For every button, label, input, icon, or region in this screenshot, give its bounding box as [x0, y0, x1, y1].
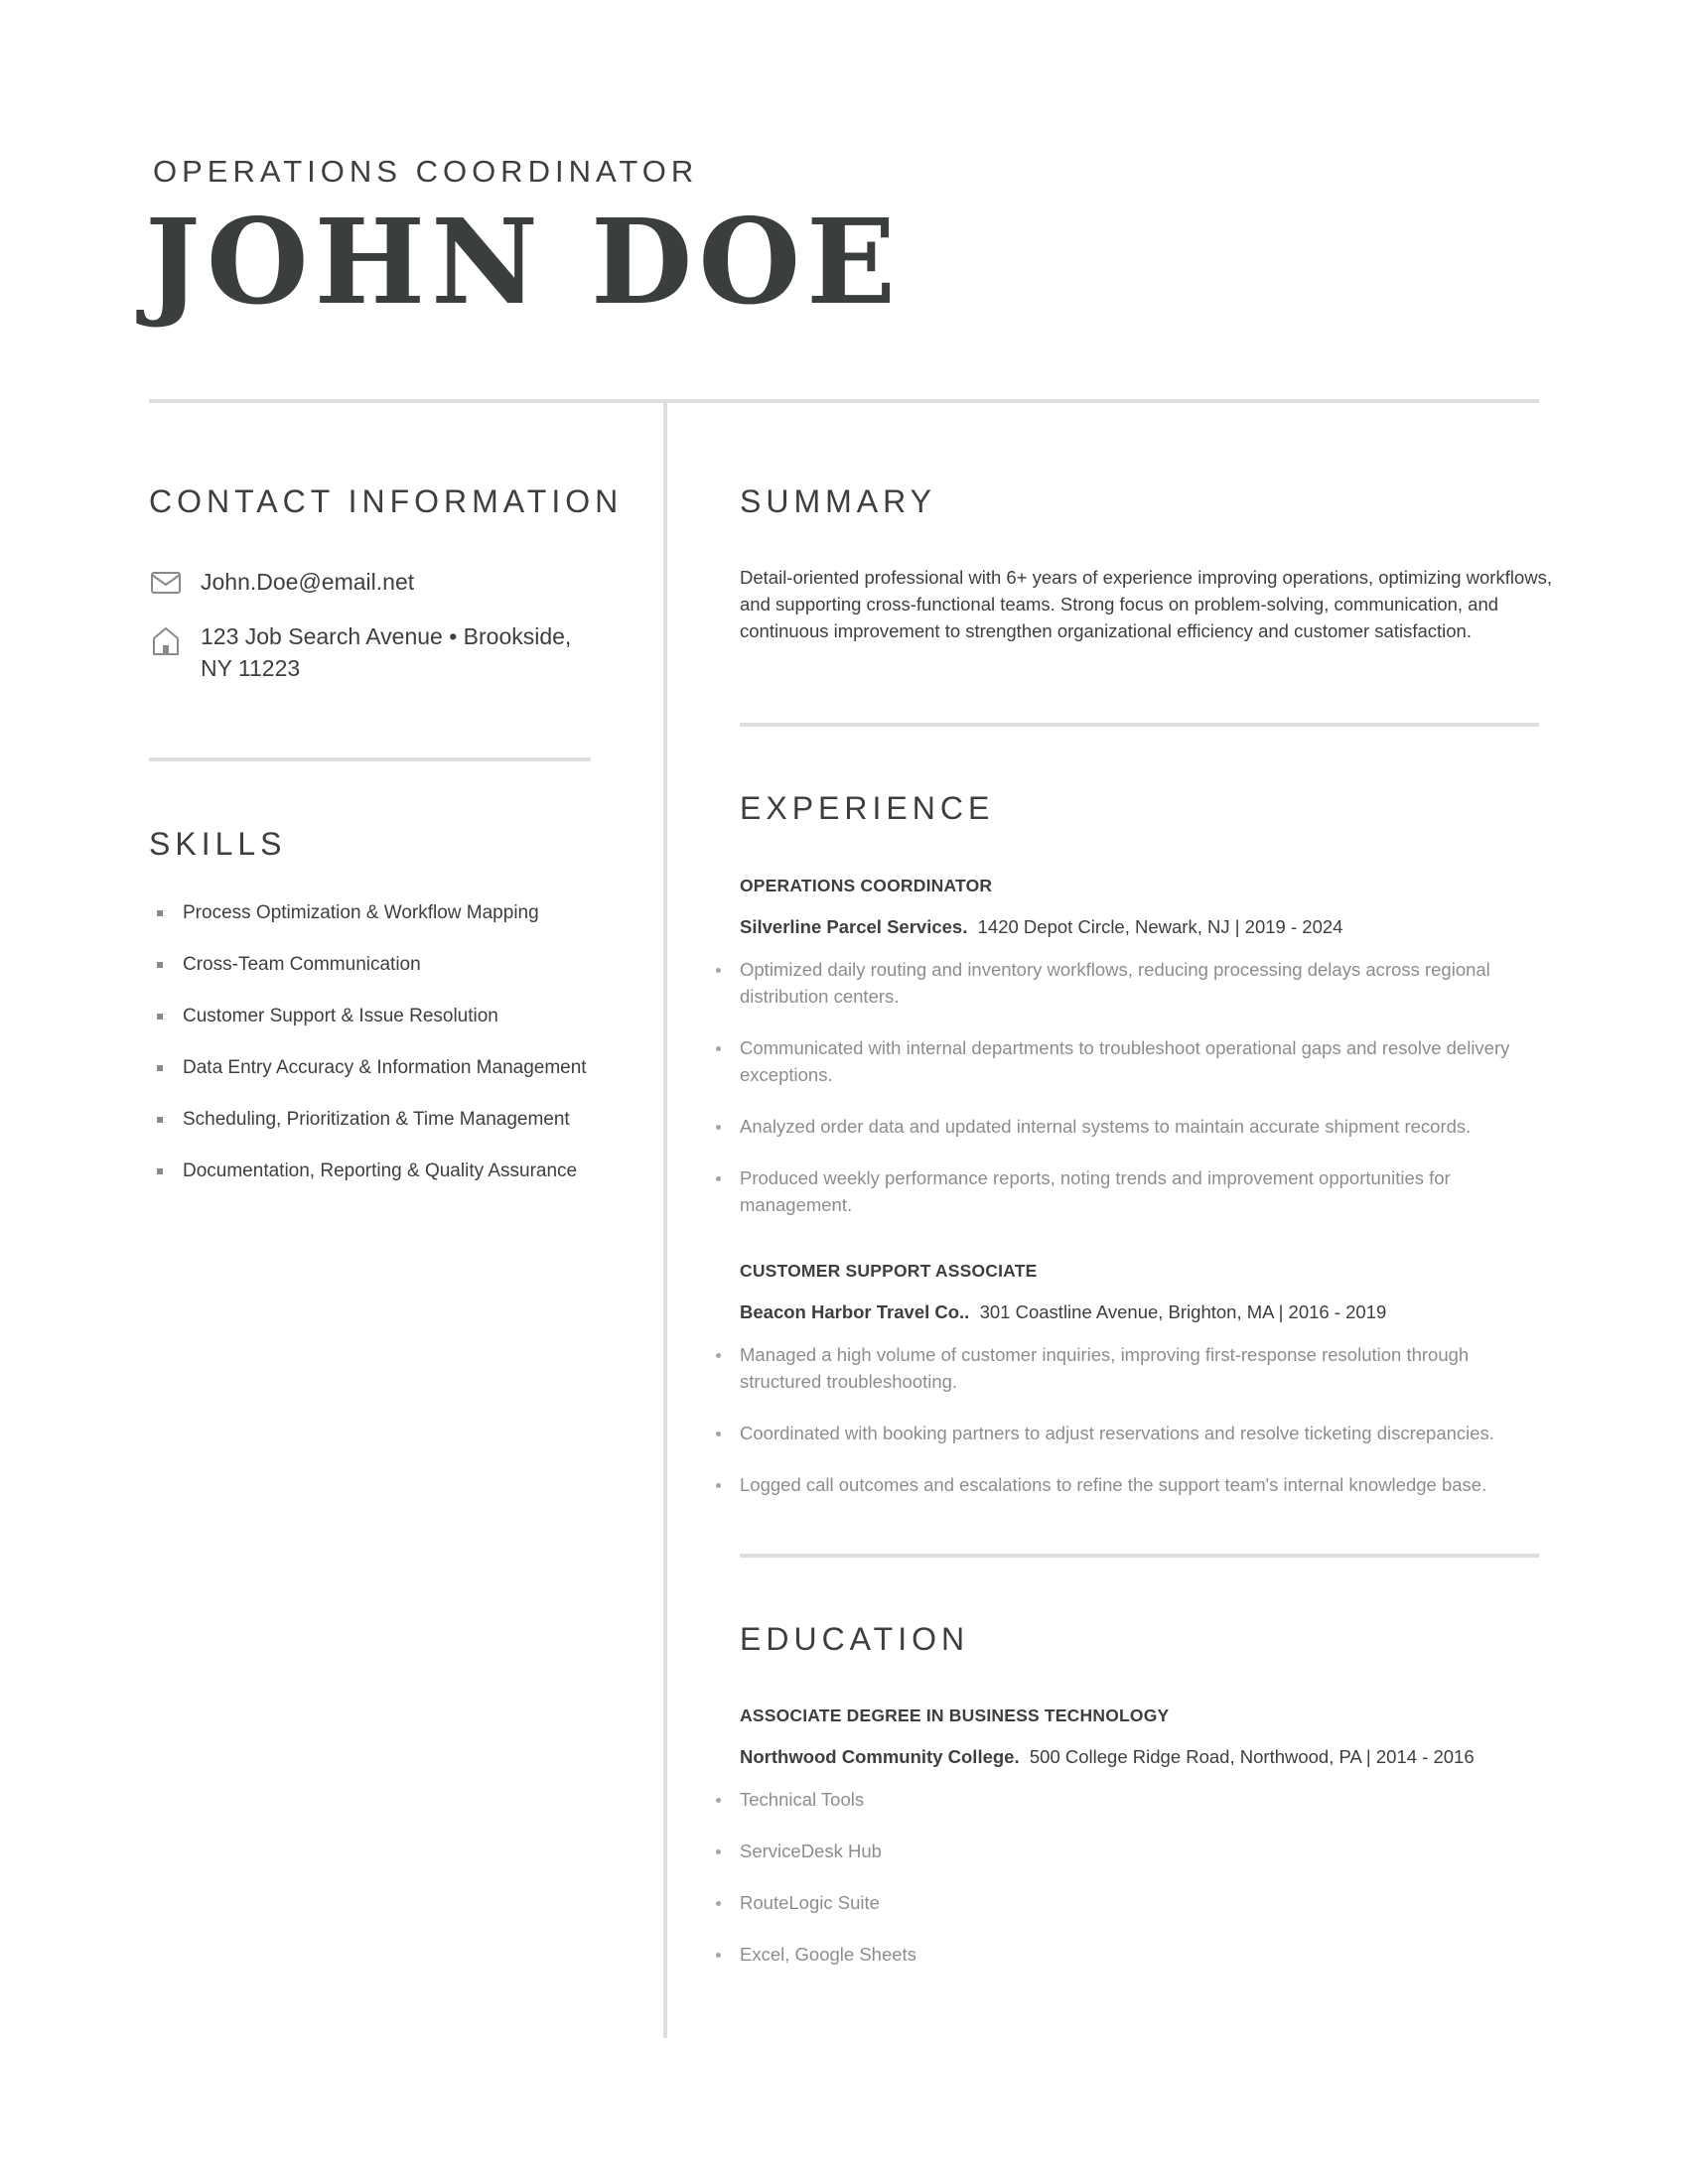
education-bullets — [740, 1786, 1534, 1968]
summary-text: Detail-oriented professional with 6+ years of experience improving operations, optimizing workflows, and supporting cross-functional teams. Strong focus on problem-solving, communication, and continuous improvement to strengthen organizational efficiency and customer satisfaction. — [740, 567, 1552, 641]
company-name: Silverline Parcel Services. — [740, 916, 968, 937]
job-bullet: Produced weekly performance reports, noting trends and improvement opportunities for management. — [740, 1164, 1534, 1218]
job-bullets — [740, 1341, 1534, 1498]
dot-bullet-icon — [716, 1176, 721, 1181]
education-bullet: RouteLogic Suite — [740, 1889, 1534, 1916]
header-divider — [149, 399, 1539, 403]
dot-bullet-icon — [716, 1432, 721, 1436]
job-entry-operations — [740, 876, 1534, 1243]
summary-divider — [740, 723, 1539, 727]
job-bullet: Managed a high volume of customer inquiries, improving first-response resolution through structured troubleshooting. — [740, 1341, 1534, 1395]
contact-divider — [149, 757, 591, 761]
dot-bullet-icon — [716, 1353, 721, 1358]
education-entry — [740, 1706, 1534, 1992]
skill-item: Data Entry Accuracy & Information Management — [157, 1056, 587, 1108]
job-bullets — [740, 956, 1534, 1218]
square-bullet-icon — [157, 1168, 163, 1174]
skill-item: Process Optimization & Workflow Mapping — [157, 901, 587, 953]
education-bullet: ServiceDesk Hub — [740, 1838, 1534, 1864]
job-bullet: Analyzed order data and updated internal systems to maintain accurate shipment records. — [740, 1113, 1534, 1140]
contact-email-row — [149, 566, 414, 598]
job-bullet: Coordinated with booking partners to adjust reservations and resolve ticketing discrepancies. — [740, 1420, 1534, 1446]
candidate-name: JOHN DOE — [145, 193, 903, 331]
job-meta — [740, 1301, 1534, 1323]
address-line-1: 123 Job Search Avenue • Brookside, — [201, 623, 572, 649]
contact-email[interactable]: John.Doe@email.net — [201, 569, 415, 595]
contact-address-row — [149, 620, 571, 684]
skills-list — [157, 901, 587, 1211]
dot-bullet-icon — [716, 1849, 721, 1854]
address-line-2: NY 11223 — [201, 655, 301, 681]
job-bullet: Logged call outcomes and escalations to refine the support team's internal knowledge base. — [740, 1471, 1534, 1498]
skill-item: Cross-Team Communication — [157, 953, 587, 1005]
contact-section-title: CONTACT INFORMATION — [149, 483, 624, 519]
column-divider — [663, 402, 667, 2038]
dot-bullet-icon — [716, 1901, 721, 1906]
dot-bullet-icon — [716, 1046, 721, 1051]
job-meta — [740, 916, 1534, 938]
education-section-title: EDUCATION — [740, 1621, 970, 1657]
envelope-icon — [149, 568, 183, 598]
company-name: Beacon Harbor Travel Co.. — [740, 1301, 970, 1322]
experience-divider — [740, 1554, 1539, 1558]
home-icon — [149, 622, 183, 656]
square-bullet-icon — [157, 1117, 163, 1123]
skill-item: Documentation, Reporting & Quality Assurance — [157, 1160, 587, 1211]
job-entry-support — [740, 1261, 1534, 1523]
skills-section-title: SKILLS — [149, 826, 287, 862]
education-meta — [740, 1746, 1534, 1768]
square-bullet-icon — [157, 910, 163, 916]
degree-title: ASSOCIATE DEGREE IN BUSINESS TECHNOLOGY — [740, 1706, 1170, 1725]
square-bullet-icon — [157, 962, 163, 968]
education-bullet: Technical Tools — [740, 1786, 1534, 1813]
job-subtitle: OPERATIONS COORDINATOR — [153, 154, 699, 189]
contact-address — [201, 620, 571, 684]
dot-bullet-icon — [716, 1953, 721, 1958]
dot-bullet-icon — [716, 1483, 721, 1488]
experience-section-title: EXPERIENCE — [740, 790, 995, 826]
skill-item: Scheduling, Prioritization & Time Management — [157, 1108, 587, 1160]
job-bullet: Communicated with internal departments to troubleshoot operational gaps and resolve delivery exceptions. — [740, 1034, 1534, 1088]
job-details: 301 Coastline Avenue, Brighton, MA | 2016 - 2019 — [979, 1301, 1387, 1322]
job-details: 1420 Depot Circle, Newark, NJ | 2019 - 2024 — [977, 916, 1343, 937]
dot-bullet-icon — [716, 968, 721, 973]
job-title: OPERATIONS COORDINATOR — [740, 876, 993, 895]
summary-section-title: SUMMARY — [740, 483, 936, 519]
education-details: 500 College Ridge Road, Northwood, PA | 2014 - 2016 — [1029, 1746, 1475, 1767]
square-bullet-icon — [157, 1065, 163, 1071]
skill-item: Customer Support & Issue Resolution — [157, 1005, 587, 1056]
job-bullet: Optimized daily routing and inventory workflows, reducing processing delays across regional distribution centers. — [740, 956, 1534, 1010]
square-bullet-icon — [157, 1014, 163, 1020]
school-name: Northwood Community College. — [740, 1746, 1020, 1767]
dot-bullet-icon — [716, 1125, 721, 1130]
education-bullet: Excel, Google Sheets — [740, 1941, 1534, 1968]
job-title: CUSTOMER SUPPORT ASSOCIATE — [740, 1261, 1038, 1281]
dot-bullet-icon — [716, 1798, 721, 1803]
